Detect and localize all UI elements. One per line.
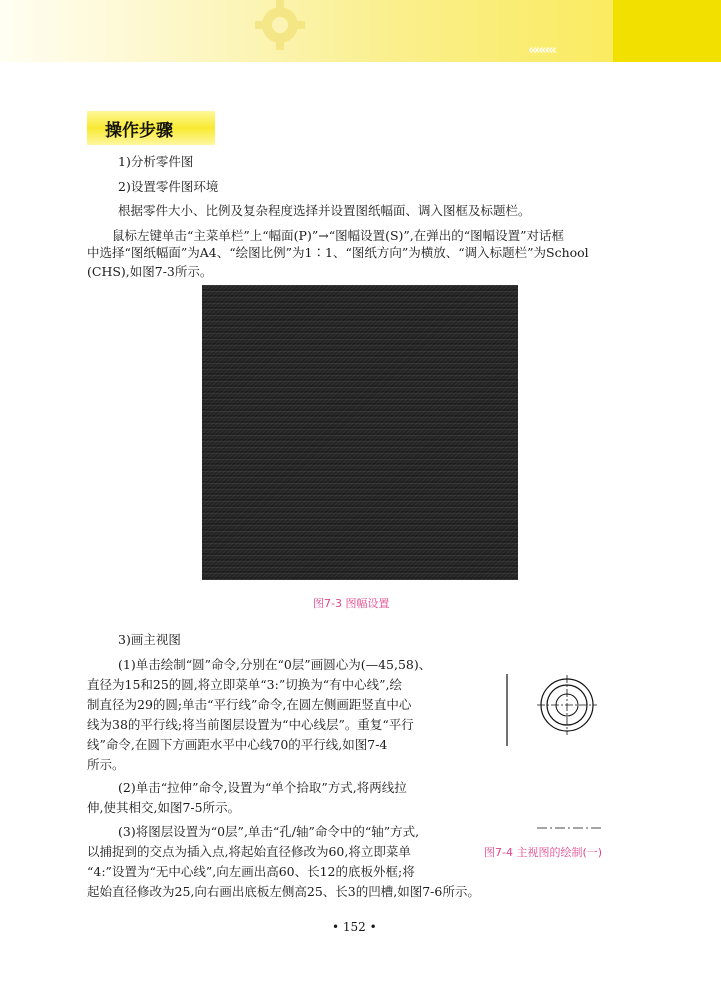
paragraph-8-line-4: 起始直径修改为25,向右画出底板左侧高25、长3的凹槽,如图7-6所示。 [87,884,480,899]
step-1: 1)分析零件图 [118,154,194,169]
gear-icon [245,0,315,60]
figure-7-3-caption: 图7-3 图幅设置 [313,597,390,610]
paragraph-7-line-2: 伸,使其相交,如图7-5所示。 [87,800,241,815]
section-heading [87,111,215,145]
paragraph-4-line-1: 鼠标左键单击“主菜单栏”上“幅面(P)”→“图幅设置(S)”,在弹出的“图幅设置”对话框 [112,228,565,243]
figure-7-3-screenshot [202,285,518,580]
paragraph-6-line-5: 线”命令,在圆下方画距水平中心线70的平行线,如图7-4 [87,737,388,752]
chevron-left-icon: ‹‹‹‹‹‹‹‹ [528,43,555,58]
paragraph-6-line-1: (1)单击绘制“圆”命令,分别在“0层”画圆心为(—45,58)、 [118,657,432,672]
header-accent-block [613,0,721,62]
paragraph-4-line-2: 中选择“图纸幅面”为A4、“绘图比例”为1∶1、“图纸方向”为横放、“调入标题栏”为School [87,245,589,260]
paragraph-8-line-2: 以捕捉到的交点为插入点,将起始直径修改为60,将立即菜单 [87,844,411,859]
page-number: • 152 • [332,920,377,934]
figure-7-4-drawing [495,668,625,838]
paragraph-3: 根据零件大小、比例及复杂程度选择并设置图纸幅面、调入图框及标题栏。 [118,203,531,218]
step-2: 2)设置零件图环境 [118,179,219,194]
paragraph-8-line-1: (3)将图层设置为“0层”,单击“孔/轴”命令中的“轴”方式, [118,824,420,839]
figure-7-4-caption: 图7-4 主视图的绘制(一) [484,846,603,859]
step-3: 3)画主视图 [118,632,181,647]
paragraph-6-line-6: 所示。 [87,757,125,772]
paragraph-6-line-3: 制直径为29的圆;单击“平行线”命令,在圆左侧画距竖直中心 [87,697,412,712]
paragraph-8-line-3: “4:”设置为“无中心线”,向左画出高60、长12的底板外框;将 [87,864,415,879]
section-title-text: 操作步骤 [105,121,173,141]
paragraph-4-line-3: (CHS),如图7-3所示。 [87,264,213,279]
paragraph-6-line-4: 线为38的平行线;将当前图层设置为“中心线层”。重复“平行 [87,717,414,732]
paragraph-7-line-1: (2)单击“拉伸”命令,设置为“单个拾取”方式,将两线拉 [118,780,407,795]
paragraph-6-line-2: 直径为15和25的圆,将立即菜单“3:”切换为“有中心线”,绘 [87,677,402,692]
